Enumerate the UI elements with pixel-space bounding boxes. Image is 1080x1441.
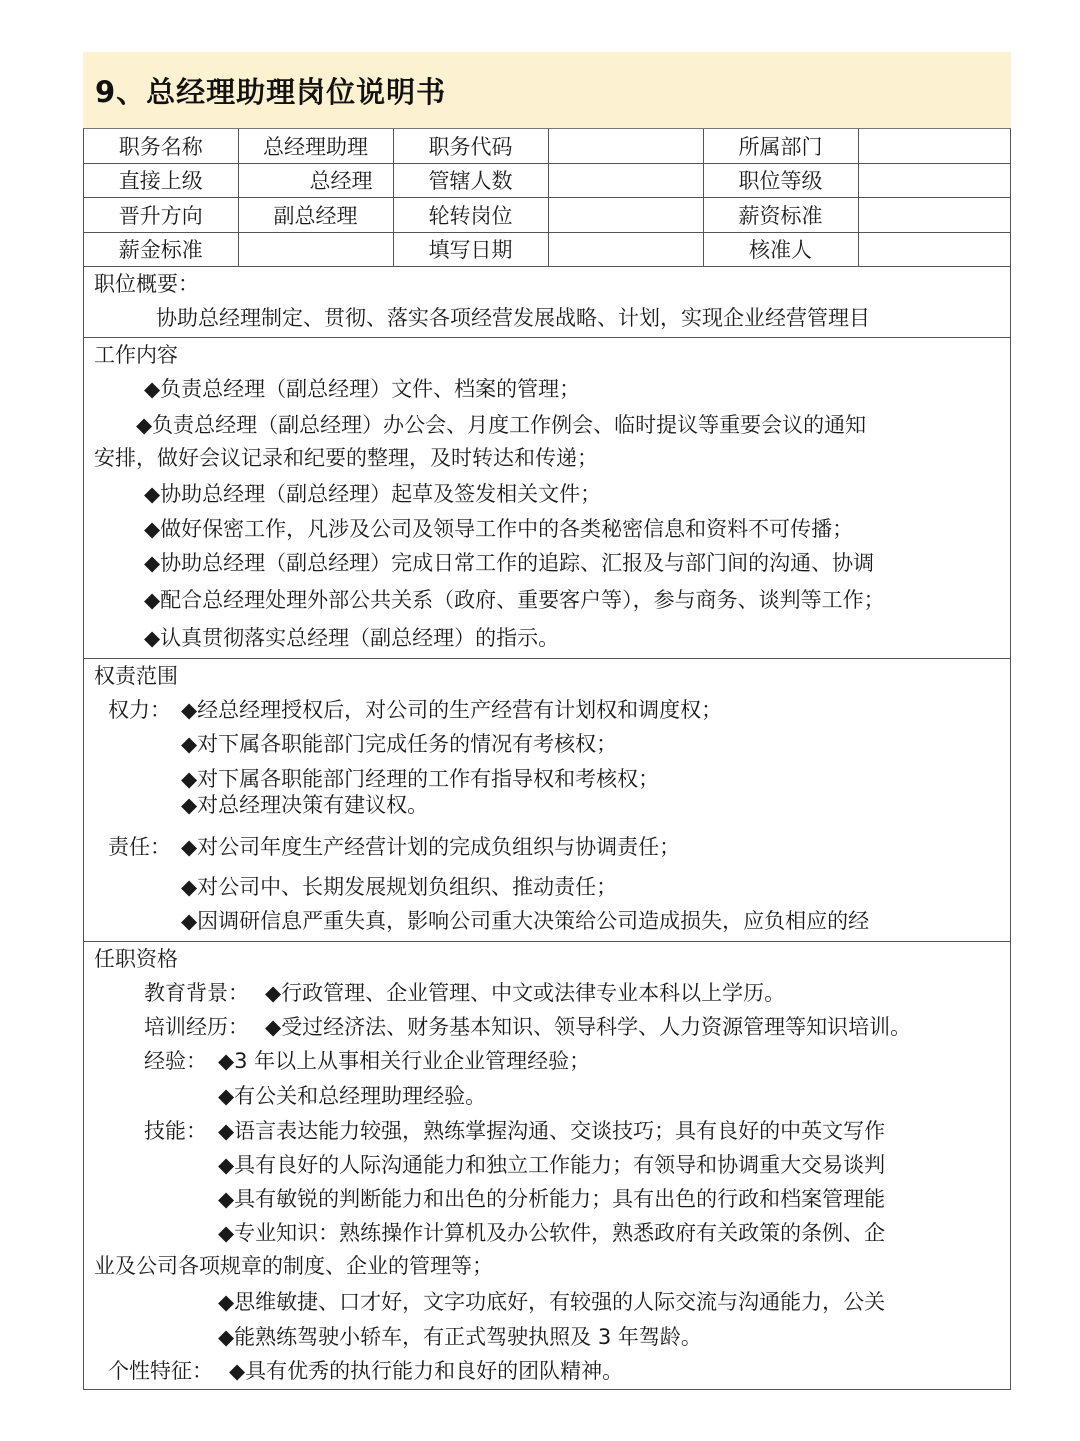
field-label: 管辖人数 (393, 163, 548, 198)
personality-text: ◆具有优秀的执行能力和良好的团队精神。 (229, 1359, 624, 1383)
field-value: 总经理 (238, 163, 393, 198)
overview-text: 协助总经理制定、贯彻、落实各项经营发展战略、计划，实现企业经营管理目 (156, 306, 870, 330)
info-row (84, 232, 1010, 267)
list-item: ◆思维敏捷、口才好，文字功底好，有较强的人际交流与沟通能力，公关 (218, 1290, 886, 1314)
field-label: 职务代码 (393, 129, 548, 163)
field-label: 核准人 (703, 232, 858, 267)
field-label: 直接上级 (84, 163, 238, 198)
duty-label: 责任： (108, 835, 171, 859)
list-item: ◆有公关和总经理助理经验。 (218, 1084, 487, 1108)
train-label: 培训经历： (144, 1015, 249, 1039)
qualification-section (84, 942, 1010, 1389)
title-bar (83, 52, 1011, 128)
field-value (858, 232, 1010, 267)
field-value (548, 232, 703, 267)
section-heading: 职位概要： (94, 272, 199, 296)
field-label: 薪资标准 (703, 198, 858, 233)
field-value (238, 232, 393, 267)
field-value (858, 198, 1010, 233)
field-value (548, 163, 703, 198)
section-heading: 工作内容 (94, 343, 178, 367)
field-label: 轮转岗位 (393, 198, 548, 233)
list-item: ◆协助总经理（副总经理）起草及签发相关文件； (144, 482, 602, 506)
list-item: ◆专业知识：熟练操作计算机及办公软件，熟悉政府有关政策的条例、企 (218, 1221, 886, 1245)
list-item: ◆配合总经理处理外部公共关系（政府、重要客户等），参与商务、谈判等工作； (144, 588, 885, 612)
exp-label: 经验： (144, 1049, 207, 1073)
list-item: ◆经总经理授权后，对公司的生产经营有计划权和调度权； (181, 698, 723, 722)
overview-section (84, 267, 1010, 338)
edu-text: ◆行政管理、企业管理、中文或法律专业本科以上学历。 (265, 981, 786, 1005)
job-description-sheet (83, 52, 1011, 1390)
train-text: ◆受过经济法、财务基本知识、领导科学、人力资源管理等知识培训。 (265, 1015, 912, 1039)
list-item: ◆具有敏锐的判断能力和出色的分析能力；具有出色的行政和档案管理能 (218, 1187, 886, 1211)
list-item: ◆能熟练驾驶小轿车，有正式驾驶执照及 3 年驾龄。 (218, 1325, 702, 1349)
list-item: ◆对总经理决策有建议权。 (181, 793, 429, 817)
personality-label: 个性特征： (108, 1359, 213, 1383)
field-label: 所属部门 (703, 129, 858, 163)
list-item: ◆对公司年度生产经营计划的完成负组织与协调责任； (181, 835, 681, 859)
list-item: ◆具有良好的人际沟通能力和独立工作能力；有领导和协调重大交易谈判 (218, 1153, 886, 1177)
field-value: 副总经理 (238, 198, 393, 233)
list-item: ◆3 年以上从事相关行业企业管理经验； (218, 1049, 591, 1073)
field-label: 薪金标准 (84, 232, 238, 267)
field-value (548, 129, 703, 163)
field-value (858, 163, 1010, 198)
edu-label: 教育背景： (144, 981, 249, 1005)
info-table (84, 129, 1010, 267)
list-item: ◆对公司中、长期发展规划负组织、推动责任； (181, 875, 618, 899)
skill-label: 技能： (144, 1119, 207, 1143)
info-row (84, 129, 1010, 163)
list-item: 安排，做好会议记录和纪要的整理，及时转达和传递； (94, 446, 598, 470)
list-item: ◆负责总经理（副总经理）办公会、月度工作例会、临时提议等重要会议的通知 (136, 413, 867, 437)
field-value: 总经理助理 (238, 129, 393, 163)
field-label: 职务名称 (84, 129, 238, 163)
list-item: ◆负责总经理（副总经理）文件、档案的管理； (144, 377, 581, 401)
section-heading: 任职资格 (94, 947, 178, 971)
power-label: 权力： (108, 698, 171, 722)
authority-section (84, 659, 1010, 942)
job-description-table (83, 128, 1011, 1390)
list-item: ◆语言表达能力较强，熟练掌握沟通、交谈技巧；具有良好的中英文写作 (218, 1119, 886, 1143)
field-label: 职位等级 (703, 163, 858, 198)
list-item: ◆对下属各职能部门经理的工作有指导权和考核权； (181, 767, 660, 791)
list-item: ◆协助总经理（副总经理）完成日常工作的追踪、汇报及与部门间的沟通、协调 (144, 551, 875, 575)
field-value (548, 198, 703, 233)
list-item: ◆认真贯彻落实总经理（副总经理）的指示。 (144, 626, 560, 650)
field-value (858, 129, 1010, 163)
info-row (84, 198, 1010, 233)
list-item: 业及公司各项规章的制度、企业的管理等； (94, 1254, 493, 1278)
list-item: ◆做好保密工作，凡涉及公司及领导工作中的各类秘密信息和资料不可传播； (144, 517, 854, 541)
info-row (84, 163, 1010, 198)
list-item: ◆因调研信息严重失真，影响公司重大决策给公司造成损失，应负相应的经 (181, 909, 870, 933)
field-label: 晋升方向 (84, 198, 238, 233)
field-label: 填写日期 (393, 232, 548, 267)
list-item: ◆对下属各职能部门完成任务的情况有考核权； (181, 732, 618, 756)
work-content-section (84, 338, 1010, 659)
section-heading: 权责范围 (94, 664, 178, 688)
page-title: 9、总经理助理岗位说明书 (95, 74, 447, 109)
